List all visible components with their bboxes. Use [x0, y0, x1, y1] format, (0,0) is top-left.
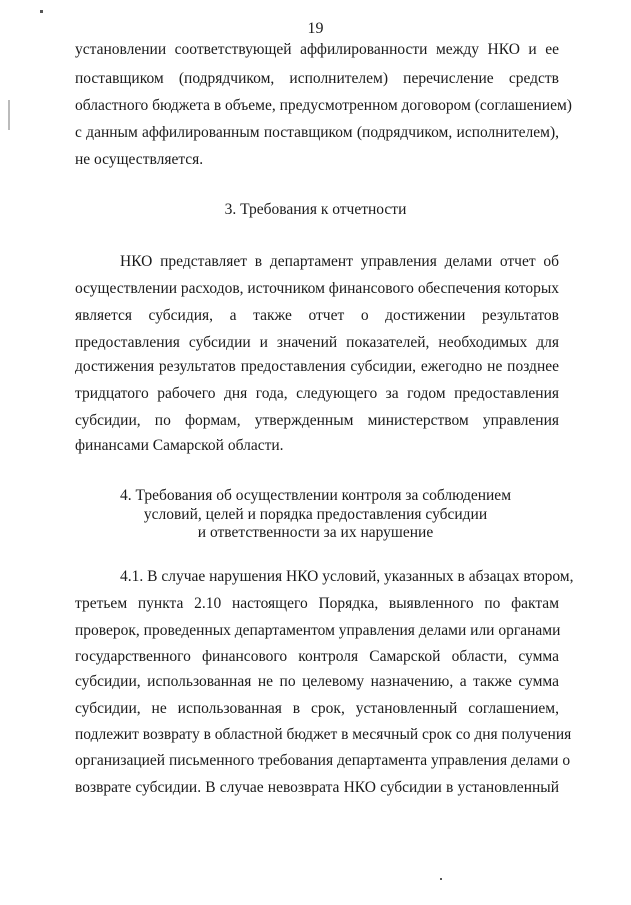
- text-line: осуществлении расходов, источником финансового обеспечения которых: [75, 280, 559, 297]
- section-heading: 4. Требования об осуществлении контроля за соблюдением: [119, 487, 511, 504]
- section-heading: условий, целей и порядка предоставления субсидии: [143, 506, 488, 523]
- text-line: установлении соответствующей аффилированности между НКО и ее: [75, 41, 559, 58]
- text-line: субсидии, использованная не по целевому назначению, а также сумма: [75, 673, 559, 690]
- text-line: является субсидия, а также отчет о достижении результатов: [75, 307, 559, 324]
- text-line: областного бюджета в объеме, предусмотренном договором (соглашением): [75, 97, 572, 114]
- text-line: НКО представляет в департамент управления делами отчет об: [120, 253, 559, 270]
- text-line: предоставления субсидии и значений показателей, необходимых для: [75, 334, 559, 351]
- section-heading: и ответственности за их нарушение: [197, 524, 434, 541]
- page-number: 19: [307, 20, 324, 37]
- text-line: государственного финансового контроля Самарской области, сумма: [75, 648, 559, 665]
- text-line: организацией письменного требования департамента управления делами о: [75, 752, 571, 769]
- text-line: 4.1. В случае нарушения НКО условий, указанных в абзацах втором,: [120, 568, 574, 585]
- text-line: подлежит возврату в областной бюджет в месячный срок со дня получения: [75, 726, 572, 743]
- text-line: финансами Самарской области.: [75, 437, 284, 454]
- text-line: проверок, проведенных департаментом управления делами или органами: [75, 622, 561, 639]
- scan-speck: [440, 878, 442, 880]
- text-line: тридцатого рабочего дня года, следующего за годом предоставления: [75, 385, 559, 402]
- text-line: субсидии, не использованная в срок, установленный соглашением,: [75, 700, 559, 717]
- scan-speck: [40, 10, 43, 13]
- text-line: достижения результатов предоставления субсидии, ежегодно не позднее: [75, 358, 559, 375]
- section-heading: 3. Требования к отчетности: [224, 201, 407, 218]
- text-line: возврате субсидии. В случае невозврата НКО субсидии в установленный: [75, 779, 559, 796]
- text-line: не осуществляется.: [75, 151, 204, 168]
- scan-edge-mark: [8, 100, 10, 130]
- text-line: третьем пункта 2.10 настоящего Порядка, выявленного по фактам: [75, 595, 559, 612]
- text-line: с данным аффилированным поставщиком (подрядчиком, исполнителем),: [75, 124, 559, 141]
- text-line: субсидии, по формам, утвержденным министерством управления: [75, 412, 559, 429]
- text-line: поставщиком (подрядчиком, исполнителем) перечисление средств: [75, 70, 559, 87]
